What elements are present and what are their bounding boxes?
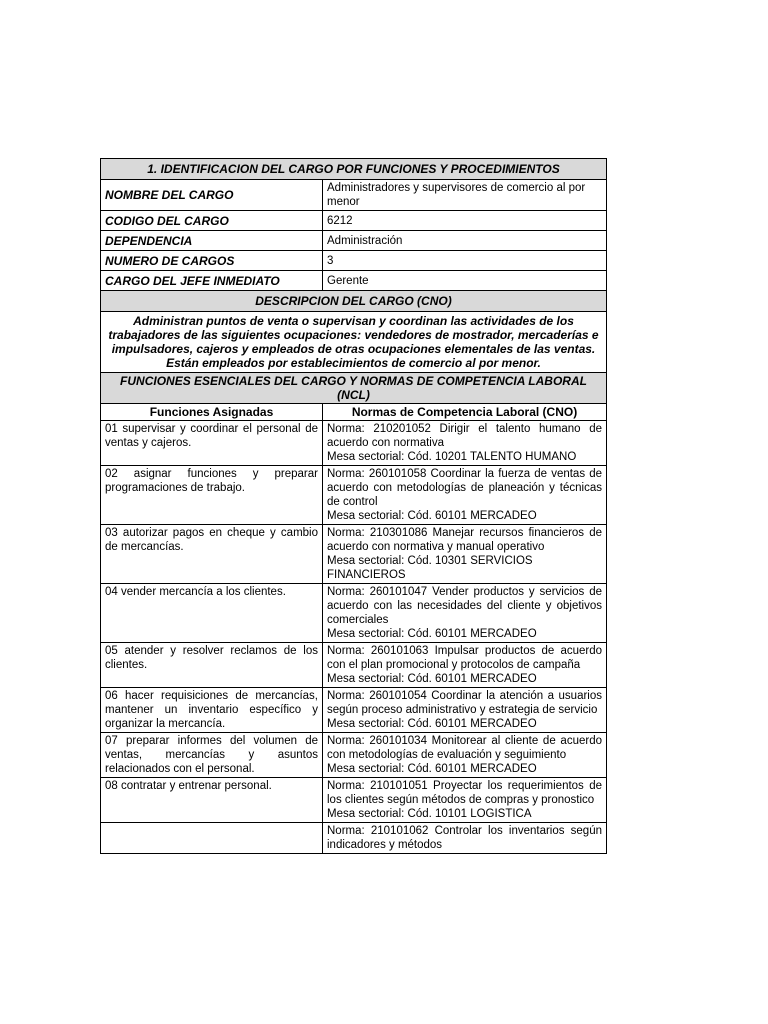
function-cell: 01 supervisar y coordinar el personal de ventas y cajeros.: [101, 421, 323, 466]
section-description-header: [101, 291, 768, 312]
norm-text: Norma: 260101034 Monitorear al cliente de acuerdo con metodologías de evaluación y seguimiento: [327, 735, 602, 761]
norm-cell: [323, 778, 607, 823]
norm-cell: [323, 688, 607, 733]
norm-cell: [323, 421, 607, 466]
mesa-sectorial-text: Mesa sectorial: Cód. 10101 LOGISTICA: [327, 808, 532, 820]
table-row: [101, 643, 768, 688]
table-row: [101, 466, 768, 525]
function-cell: 06 hacer requisiciones de mercancías, mantener un inventario específico y organizar la mercancía.: [101, 688, 323, 733]
mesa-sectorial-text: Mesa sectorial: Cód. 60101 MERCADEO: [327, 673, 537, 685]
norm-text: Norma: 260101047 Vender productos y servicios de acuerdo con las necesidades del cliente y objetivos comerciales: [327, 586, 602, 626]
function-cell: [101, 823, 323, 854]
table-row: [101, 688, 768, 733]
mesa-sectorial-text: Mesa sectorial: Cód. 10201 TALENTO HUMANO: [327, 451, 577, 463]
table-row: [101, 271, 768, 291]
table-body: [101, 159, 768, 854]
norm-text: Norma: 260101058 Coordinar la fuerza de ventas de acuerdo con metodologías de planeación y técnicas de control: [327, 468, 602, 508]
table-row: [101, 211, 768, 231]
table-row: [101, 421, 768, 466]
section-title: 1. IDENTIFICACION DEL CARGO POR FUNCIONES Y PROCEDIMIENTOS: [101, 159, 607, 180]
field-label: DEPENDENCIA: [101, 231, 323, 251]
field-label: NOMBRE DEL CARGO: [101, 180, 323, 211]
mesa-sectorial-text: Mesa sectorial: Cód. 60101 MERCADEO: [327, 510, 537, 522]
norm-text: Norma: 260101063 Impulsar productos de acuerdo con el plan promocional y protocolos de campaña: [327, 645, 602, 671]
field-value: Administración: [323, 231, 607, 251]
column-header-functions: Funciones Asignadas: [101, 404, 323, 421]
norm-cell: [323, 733, 607, 778]
description-text: Administran puntos de venta o supervisan y coordinan las actividades de los trabajadores de las siguientes ocupaciones: vendedores de mostrador, mercaderías e impulsadores, cajeros y empleados de otras ocupaciones elementales de las ventas. Están empleados por establecimientos de comercio al por menor.: [101, 312, 607, 373]
field-value: 6212: [323, 211, 607, 231]
norm-text: Norma: 210101062 Controlar los inventarios según indicadores y métodos: [327, 825, 602, 851]
section-title: DESCRIPCION DEL CARGO (CNO): [101, 291, 607, 312]
norm-cell: [323, 643, 607, 688]
mesa-sectorial-text: Mesa sectorial: Cód. 60101 MERCADEO: [327, 763, 537, 775]
section-title: FUNCIONES ESENCIALES DEL CARGO Y NORMAS DE COMPETENCIA LABORAL (NCL): [101, 373, 607, 404]
mesa-sectorial-text: Mesa sectorial: Cód. 60101 MERCADEO: [327, 628, 537, 640]
field-label: CODIGO DEL CARGO: [101, 211, 323, 231]
field-label: CARGO DEL JEFE INMEDIATO: [101, 271, 323, 291]
function-cell: 04 vender mercancía a los clientes.: [101, 584, 323, 643]
job-description-table: [100, 158, 768, 854]
column-header-norms: Normas de Competencia Laboral (CNO): [323, 404, 607, 421]
table-row: [101, 733, 768, 778]
table-row: [101, 525, 768, 584]
mesa-sectorial-text: Mesa sectorial: Cód. 60101 MERCADEO: [327, 718, 537, 730]
table-row: [101, 312, 768, 373]
column-header-row: [101, 404, 768, 421]
function-cell: 05 atender y resolver reclamos de los clientes.: [101, 643, 323, 688]
table-row: [101, 823, 768, 854]
function-cell: 08 contratar y entrenar personal.: [101, 778, 323, 823]
norm-text: Norma: 210201052 Dirigir el talento humano de acuerdo con normativa: [327, 423, 602, 449]
norm-cell: [323, 466, 607, 525]
field-value: Administradores y supervisores de comercio al por menor: [323, 180, 607, 211]
norm-cell: [323, 584, 607, 643]
table-row: [101, 251, 768, 271]
section-functions-header: [101, 373, 768, 404]
function-cell: 07 preparar informes del volumen de ventas, mercancías y asuntos relacionados con el personal.: [101, 733, 323, 778]
norm-text: Norma: 210301086 Manejar recursos financieros de acuerdo con normativa y manual operativo: [327, 527, 602, 553]
norm-cell: [323, 525, 607, 584]
norm-text: Norma: 260101054 Coordinar la atención a usuarios según proceso administrativo y estrategia de servicio: [327, 690, 602, 716]
norm-cell: [323, 823, 607, 854]
norm-text: Norma: 210101051 Proyectar los requerimientos de los clientes según métodos de compras y pronostico: [327, 780, 602, 806]
mesa-sectorial-text: Mesa sectorial: Cód. 10301 SERVICIOS FINANCIEROS: [327, 555, 533, 581]
field-label: NUMERO DE CARGOS: [101, 251, 323, 271]
table-row: [101, 584, 768, 643]
section-identification-header: [101, 159, 768, 180]
field-value: Gerente: [323, 271, 607, 291]
function-cell: 03 autorizar pagos en cheque y cambio de mercancías.: [101, 525, 323, 584]
table-row: [101, 778, 768, 823]
field-value: 3: [323, 251, 607, 271]
table-row: [101, 231, 768, 251]
table-row: [101, 180, 768, 211]
function-cell: 02 asignar funciones y preparar programaciones de trabajo.: [101, 466, 323, 525]
